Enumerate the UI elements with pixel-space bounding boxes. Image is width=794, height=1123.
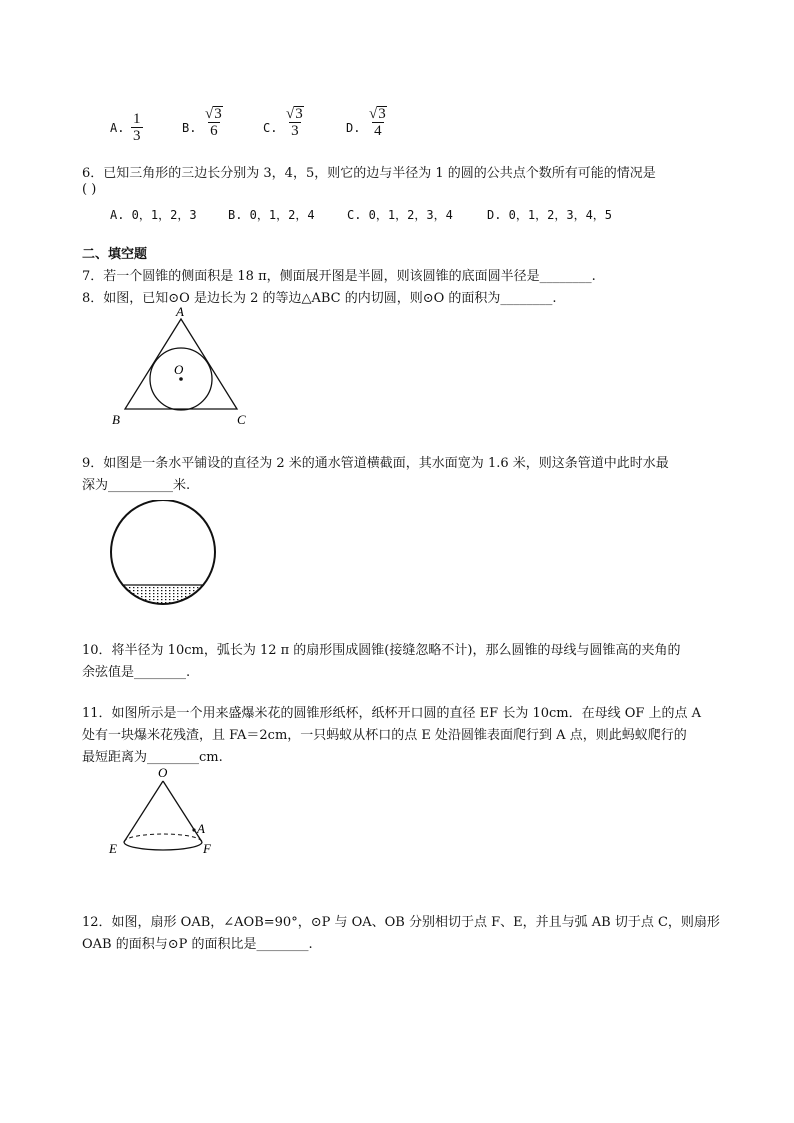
label-b: B	[112, 412, 120, 427]
q5-option-a-denominator: 3	[133, 128, 141, 144]
q5-option-a-fraction	[131, 111, 143, 144]
point-a	[192, 828, 195, 831]
q5-option-c-numerator: √ 3	[286, 106, 303, 122]
q7-text: 7．若一个圆锥的侧面积是 18 π，侧面展开图是半圆，则该圆锥的底面圆半径是________.	[82, 269, 596, 284]
rim-back-dashed	[124, 834, 202, 842]
label-a: A	[197, 821, 205, 836]
sqrt-icon: √	[205, 106, 214, 122]
q9-text-line2: 深为__________米.	[82, 478, 191, 493]
label-o: O	[174, 362, 184, 377]
q6-option-b: B. 0，1，2，4	[228, 208, 315, 222]
q6-stem-line1: 6．已知三角形的三边长分别为 3，4，5，则它的边与半径为 1 的圆的公共点个数所有可能的情况是	[82, 166, 656, 181]
q9-figure-pipe-cross-section	[105, 500, 223, 610]
cone-slant-left	[124, 781, 163, 842]
q6-option-d: D. 0，1，2，3，4，5	[487, 208, 613, 222]
q12-text-line1: 12．如图，扇形 OAB，∠AOB=90°，⊙P 与 OA、OB 分别相切于点 F、E，并且与弧 AB 切于点 C，则扇形	[82, 915, 720, 930]
q10-text-line1: 10．将半径为 10cm，弧长为 12 π 的扇形围成圆锥(接缝忽略不计)，那么圆锥的母线与圆锥高的夹角的	[82, 643, 681, 658]
label-e: E	[109, 841, 117, 856]
q9-text-line1: 9．如图是一条水平铺设的直径为 2 米的通水管道横截面，其水面宽为 1.6 米，则这条管道中此时水最	[82, 456, 669, 471]
label-c: C	[237, 412, 246, 427]
sqrt-icon: √	[286, 106, 295, 122]
water-region	[105, 585, 223, 610]
q5-option-d-denominator: 4	[374, 123, 382, 139]
q5-option-b-label: B.	[182, 121, 197, 135]
center-point	[179, 377, 183, 381]
q5-option-b-fraction	[204, 106, 224, 139]
label-f: F	[203, 841, 211, 856]
q11-text-line2: 处有一块爆米花残渣，且 FA＝2cm，一只蚂蚁从杯口的点 E 处沿圆锥表面爬行到 A 点，则此蚂蚁爬行的	[82, 728, 687, 743]
q6-stem-line2: ( )	[82, 182, 97, 197]
q5-option-c-label: C.	[263, 121, 278, 135]
rim-front	[124, 842, 202, 850]
q5-option-b-denominator: 6	[210, 123, 218, 139]
q6-option-c: C. 0，1，2，3，4	[347, 208, 453, 222]
q10-text-line2: 余弦值是________.	[82, 665, 191, 680]
q11-text-line3: 最短距离为________cm.	[82, 750, 223, 765]
q5-option-d-numerator: √ 3	[369, 106, 386, 122]
section-heading: 二、填空题	[82, 247, 148, 262]
sqrt-icon: √	[369, 106, 378, 122]
q11-figure-cone	[106, 764, 224, 860]
q5-option-d-fraction	[368, 106, 388, 139]
q8-figure-incircle-triangle	[106, 302, 256, 430]
q5-option-b-numerator: √ 3	[205, 106, 222, 122]
q5-option-a-label: A.	[110, 121, 125, 135]
label-o: O	[158, 765, 168, 780]
q5-option-c-denominator: 3	[291, 123, 299, 139]
q5-option-d-label: D.	[346, 121, 361, 135]
label-a: A	[176, 304, 184, 319]
q5-option-a-numerator: 1	[133, 111, 141, 127]
q11-text-line1: 11．如图所示是一个用来盛爆米花的圆锥形纸杯，纸杯开口圆的直径 EF 长为 10cm．在母线 OF 上的点 A	[82, 706, 702, 721]
q8-text: 8．如图，已知⊙O 是边长为 2 的等边△ABC 的内切圆，则⊙O 的面积为________.	[82, 291, 557, 306]
q5-option-c-fraction	[285, 106, 305, 139]
q12-text-line2: OAB 的面积与⊙P 的面积比是________.	[82, 937, 313, 952]
q6-option-a: A. 0，1，2，3	[110, 208, 197, 222]
